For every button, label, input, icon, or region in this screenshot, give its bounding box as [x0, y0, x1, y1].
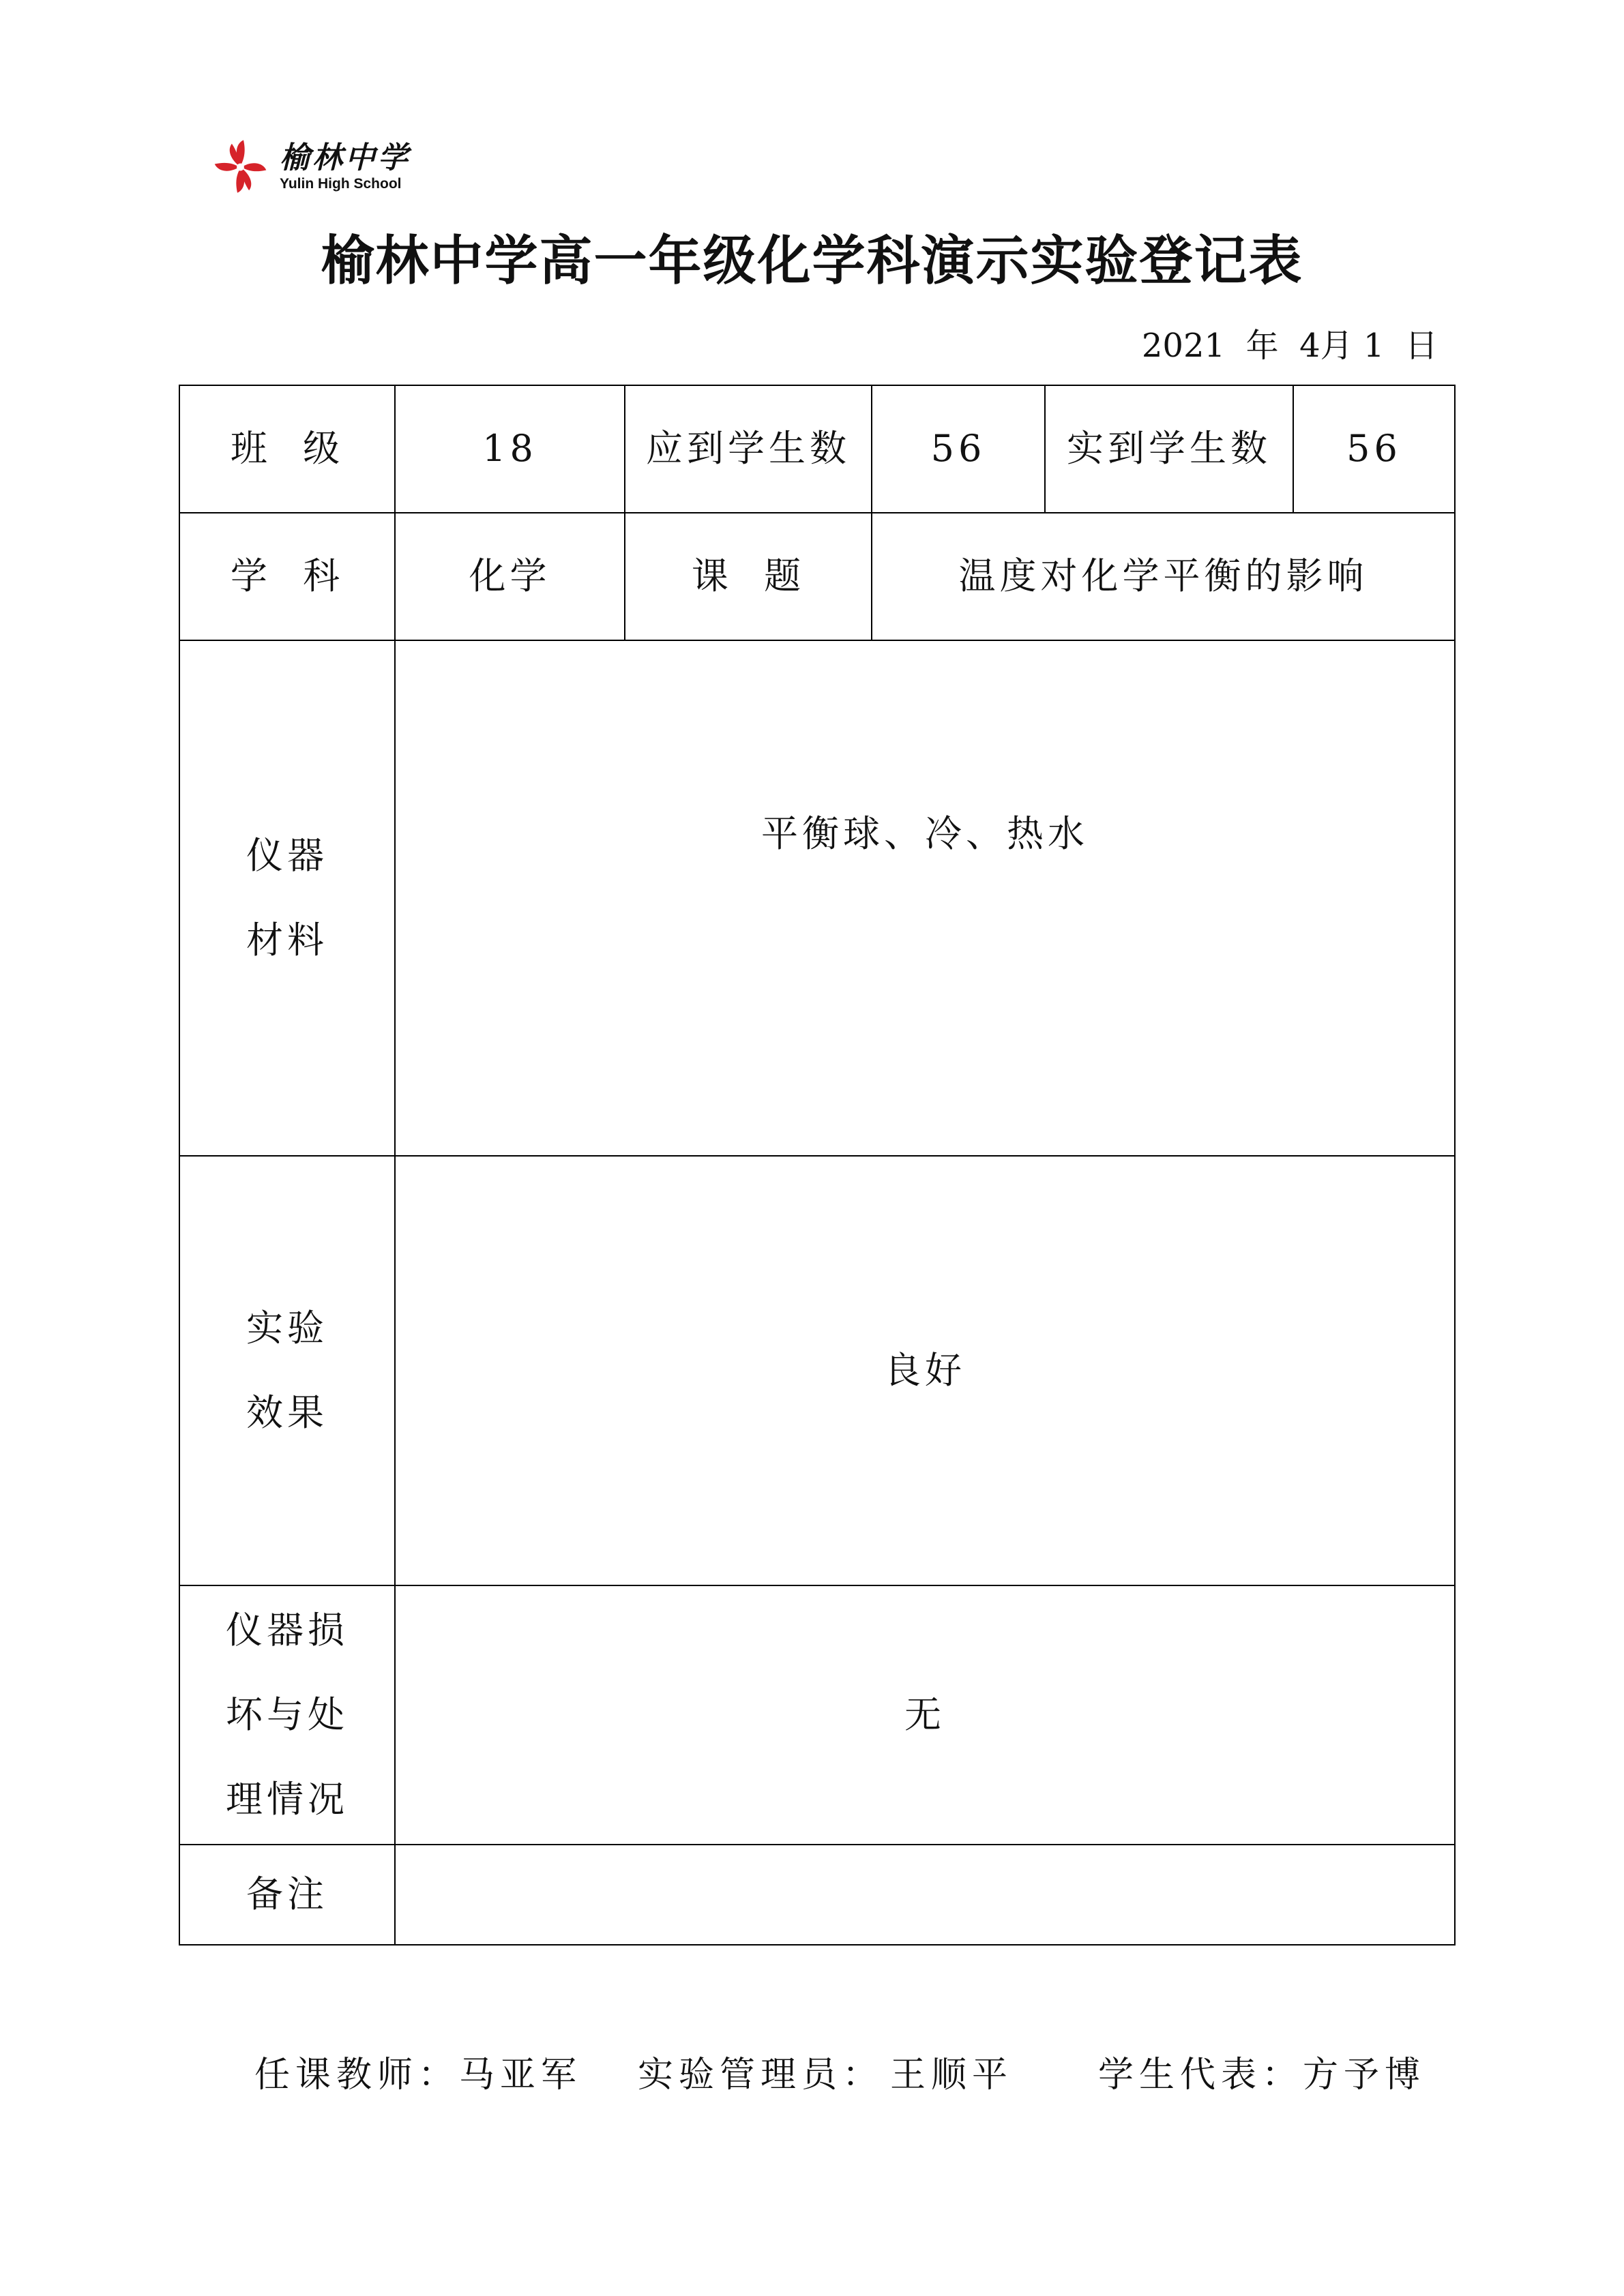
- table-row: [179, 640, 1455, 1156]
- materials-label: 仪器 材料: [179, 640, 395, 1156]
- damage-label: 仪器损 坏与处 理情况: [179, 1585, 395, 1845]
- topic-label: 课 题: [625, 513, 872, 640]
- topic-value: 温度对化学平衡的影响: [872, 513, 1455, 640]
- remarks-label: 备注: [179, 1845, 395, 1945]
- effect-label: 实验 效果: [179, 1156, 395, 1585]
- page-title: 榆林中学高一年级化学科演示实验登记表: [321, 230, 1303, 292]
- registration-table: [179, 385, 1456, 1945]
- date-month: 4: [1299, 327, 1320, 365]
- table-row: [179, 1585, 1455, 1845]
- actual-students-label: 实到学生数: [1045, 385, 1293, 513]
- subject-value: 化学: [395, 513, 625, 640]
- class-value: 18: [395, 385, 625, 513]
- remarks-value: [395, 1845, 1455, 1945]
- admin-signature-label: 实验管理员：: [638, 2055, 884, 2096]
- date-day: 1: [1363, 327, 1385, 365]
- date-day-label: 日: [1404, 327, 1438, 365]
- teacher-signature: 任课教师：马亚军: [254, 2055, 582, 2096]
- expected-students-value: 56: [872, 385, 1045, 513]
- school-logo: [208, 136, 411, 198]
- logo-flower-icon: [208, 136, 273, 198]
- subject-label: 学 科: [179, 513, 395, 640]
- logo-english-text: Yulin High School: [280, 176, 402, 192]
- date-line: [1142, 319, 1438, 366]
- admin-signature-name: 王顺平: [890, 2055, 1014, 2096]
- date-year: 2021: [1141, 327, 1226, 365]
- materials-value: 平衡球、冷、热水: [395, 640, 1455, 1156]
- table-row: [179, 1845, 1455, 1945]
- table-row: [179, 513, 1455, 640]
- actual-students-value: 56: [1293, 385, 1455, 513]
- class-label: 班 级: [179, 385, 395, 513]
- date-year-label: 年: [1245, 327, 1279, 365]
- effect-value: 良好: [395, 1156, 1455, 1585]
- date-month-label: 月: [1320, 327, 1353, 365]
- logo-chinese-text: 榆林中学: [280, 140, 411, 175]
- table-row: [179, 385, 1455, 513]
- expected-students-label: 应到学生数: [625, 385, 872, 513]
- damage-value: 无: [395, 1585, 1455, 1845]
- table-row: [179, 1156, 1455, 1585]
- student-representative-signature: 学生代表：方予博: [1098, 2055, 1426, 2096]
